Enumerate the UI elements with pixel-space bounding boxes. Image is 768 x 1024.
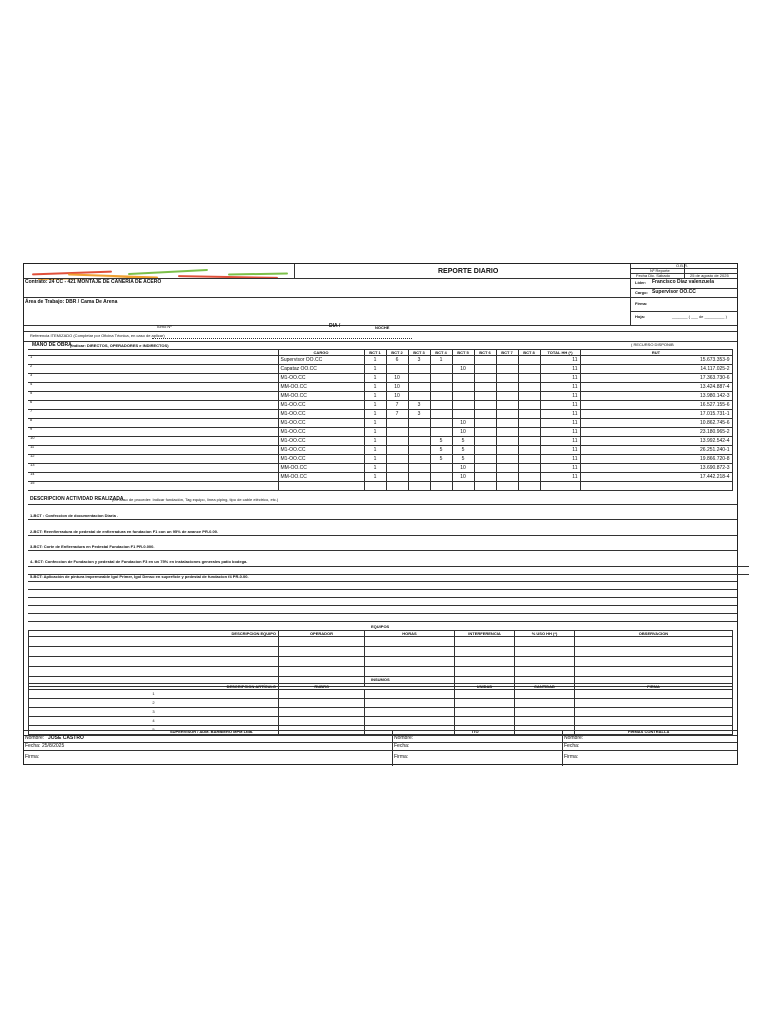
worker-role: MM-OO.CC: [278, 464, 364, 473]
bct8-hours: [518, 437, 540, 446]
worker-row-number: 9: [30, 426, 33, 431]
bct4-hours: 5: [430, 437, 452, 446]
bct8-hours: [518, 383, 540, 392]
worker-role: M1-OO.CC: [278, 410, 364, 419]
bct2-hours: [386, 464, 408, 473]
col-hours: HORAS: [365, 631, 455, 637]
supply-row-number: 5: [29, 726, 279, 735]
worker-row-number: 12: [30, 453, 35, 458]
worker-role: M1-OO.CC: [278, 419, 364, 428]
supplies-title: INSUMOS: [371, 677, 390, 682]
worker-row-number: 4: [30, 381, 33, 386]
bct6-hours: [474, 401, 496, 410]
bct5-hours: 10: [452, 473, 474, 482]
col-bct4: BCT 4: [430, 350, 452, 356]
worker-name: [28, 482, 278, 491]
bct1-hours: [364, 482, 386, 491]
col-equipment-desc: DESCRIPCION EQUIPO: [29, 631, 279, 637]
bct4-hours: [430, 428, 452, 437]
worker-name: [28, 401, 278, 410]
bct6-hours: [474, 365, 496, 374]
bct7-hours: [496, 464, 518, 473]
bct4-hours: 1: [430, 356, 452, 365]
worker-rut: 10.862.745-6: [580, 419, 732, 428]
supply-row: [29, 699, 733, 708]
bct6-hours: [474, 419, 496, 428]
equipment-row: [29, 647, 733, 657]
control-signature-label: Firma:: [564, 754, 579, 760]
worker-row-number: 11: [30, 444, 35, 449]
bct5-hours: [452, 383, 474, 392]
bct5-hours: [452, 482, 474, 491]
bct1-hours: 1: [364, 356, 386, 365]
activity-item-4: 4- BCT: Confeccion de Fundacion y pedestal de Fundacion F3 en un 75% en instalaciones generales patio bodega.: [30, 559, 248, 564]
bct6-hours: [474, 437, 496, 446]
leader-label: Líder:: [635, 280, 647, 285]
total-hh: 11: [540, 401, 580, 410]
worker-name: [28, 428, 278, 437]
bct2-hours: [386, 446, 408, 455]
total-hh: 11: [540, 473, 580, 482]
bct7-hours: [496, 383, 518, 392]
worker-rut: 17.363.730-6: [580, 374, 732, 383]
worker-role: M1-OO.CC: [278, 401, 364, 410]
supply-row-number: 3: [29, 708, 279, 717]
bct2-hours: 7: [386, 401, 408, 410]
worker-row-number: 6: [30, 399, 33, 404]
control-signatures-title: FIRMAS CONTRALLA: [628, 729, 670, 734]
report-number-label: Nº Reporte: [650, 268, 670, 273]
bct4-hours: [430, 419, 452, 428]
col-usage: % USO HH (*): [515, 631, 575, 637]
work-area-text: Área de Trabajo: DBR / Cama De Arena: [25, 299, 118, 305]
activity-title: DESCRIPCION ACTIVIDAD REALIZADA: [30, 496, 124, 502]
bct5-hours: [452, 401, 474, 410]
worker-role: MM-OO.CC: [278, 392, 364, 401]
bct2-hours: 7: [386, 410, 408, 419]
worker-role: M1-OO.CC: [278, 437, 364, 446]
bct4-hours: [430, 482, 452, 491]
bct6-hours: [474, 356, 496, 365]
worker-row: [28, 383, 732, 392]
bct8-hours: [518, 473, 540, 482]
bct2-hours: 6: [386, 356, 408, 365]
bct7-hours: [496, 374, 518, 383]
bct2-hours: [386, 428, 408, 437]
bct8-hours: [518, 410, 540, 419]
worker-row-number: 10: [30, 435, 35, 440]
bct1-hours: 1: [364, 455, 386, 464]
worker-rut: 23.180.965-2: [580, 428, 732, 437]
bct3-hours: [408, 383, 430, 392]
total-hh: [540, 482, 580, 491]
worker-name: [28, 392, 278, 401]
total-hh: 11: [540, 356, 580, 365]
bct7-hours: [496, 419, 518, 428]
bct5-hours: 10: [452, 464, 474, 473]
bct4-hours: 5: [430, 455, 452, 464]
worker-name: [28, 473, 278, 482]
col-signature: FIRMA: [575, 684, 733, 690]
bct4-hours: [430, 401, 452, 410]
bct7-hours: [496, 356, 518, 365]
ito-name-label: Nombre:: [394, 735, 414, 741]
worker-rut: 17.442.218-4: [580, 473, 732, 482]
activity-item-1: 1-BCT : Confeccion de documentacion Diaria .: [30, 513, 119, 518]
bct3-hours: [408, 392, 430, 401]
col-bct8: BCT 8: [518, 350, 540, 356]
worker-row: [28, 428, 732, 437]
bct7-hours: [496, 437, 518, 446]
bct4-hours: [430, 383, 452, 392]
available-resource-label: ( RECURSO DISPONIB: [631, 342, 674, 347]
labor-note: (Indicar: DIRECTOS, OPERADORES e INDIRECTOS): [70, 343, 169, 348]
ito-date-label: Fecha:: [394, 743, 410, 749]
col-rut: RUT: [580, 350, 732, 356]
supplies-table: [28, 683, 733, 735]
worker-rut: 26.251.240-1: [580, 446, 732, 455]
total-hh: 11: [540, 419, 580, 428]
workers-table: [28, 349, 733, 491]
supply-row: [29, 708, 733, 717]
worker-rut: 19.866.720-8: [580, 455, 732, 464]
bct2-hours: [386, 455, 408, 464]
shift-label: Turno Nº: [156, 324, 172, 329]
total-hh: 11: [540, 365, 580, 374]
bct1-hours: 1: [364, 446, 386, 455]
total-hh: 11: [540, 392, 580, 401]
worker-row-number: 14: [30, 471, 35, 476]
worker-rut: 15.673.353-9: [580, 356, 732, 365]
bct3-hours: [408, 374, 430, 383]
worker-name: [28, 383, 278, 392]
worker-row: [28, 482, 732, 491]
bct8-hours: [518, 374, 540, 383]
col-bct1: BCT 1: [364, 350, 386, 356]
worker-row: [28, 374, 732, 383]
worker-role: MM-OO.CC: [278, 473, 364, 482]
worker-row: [28, 455, 732, 464]
worker-row-number: 13: [30, 462, 35, 467]
col-bct3: BCT 3: [408, 350, 430, 356]
col-total-hh: TOTAL HH (*): [540, 350, 580, 356]
bct6-hours: [474, 410, 496, 419]
worker-row: [28, 356, 732, 365]
bct4-hours: [430, 365, 452, 374]
bct3-hours: [408, 437, 430, 446]
supervisor-date-label: Fecha:: [25, 743, 41, 749]
labor-title: MANO DE OBRA: [32, 342, 72, 348]
bct6-hours: [474, 482, 496, 491]
bct2-hours: [386, 473, 408, 482]
worker-row: [28, 473, 732, 482]
bct4-hours: [430, 473, 452, 482]
worker-role: M1-OO.CC: [278, 455, 364, 464]
supply-row-number: 4: [29, 717, 279, 726]
worker-rut: 13.424.887-4: [580, 383, 732, 392]
bct7-hours: [496, 410, 518, 419]
bct5-hours: 10: [452, 428, 474, 437]
bct1-hours: 1: [364, 365, 386, 374]
date-small-label: Fecha Dic. Sábado: [636, 273, 671, 278]
worker-row-number: 5: [30, 390, 33, 395]
bct5-hours: 5: [452, 446, 474, 455]
bct3-hours: [408, 419, 430, 428]
col-role: CARGO: [278, 350, 364, 356]
worker-role: M1-OO.CC: [278, 446, 364, 455]
col-bct6: BCT 6: [474, 350, 496, 356]
worker-rut: 13.690.872-3: [580, 464, 732, 473]
worker-row-number: 1: [30, 354, 33, 359]
supply-row: [29, 717, 733, 726]
bct5-hours: [452, 356, 474, 365]
bct7-hours: [496, 392, 518, 401]
bct4-hours: [430, 392, 452, 401]
bct7-hours: [496, 428, 518, 437]
bct8-hours: [518, 446, 540, 455]
obra-label: O.B.R.: [676, 263, 689, 268]
bct6-hours: [474, 374, 496, 383]
equipment-row: [29, 637, 733, 647]
ito-title: ITO: [472, 729, 479, 734]
bct3-hours: [408, 428, 430, 437]
col-article-desc: DESCRIPCION ARTÍCULO: [29, 684, 279, 690]
bct8-hours: [518, 464, 540, 473]
bct2-hours: 10: [386, 392, 408, 401]
bct3-hours: 3: [408, 356, 430, 365]
night-label: NOCHE: [375, 325, 390, 330]
bct3-hours: 3: [408, 410, 430, 419]
activity-item-2: 2-BCT: Reenfierradura de pedestal de enfierradura en fundacion F1 con un 95% de avance PR-0.00.: [30, 529, 219, 534]
supply-row: [29, 690, 733, 699]
bct1-hours: 1: [364, 437, 386, 446]
activity-note: (En caso de proceder: Indicar fundación, Tag equipo, línea piping, tipo de cable eléctrico, etc.): [112, 497, 279, 502]
worker-row: [28, 365, 732, 374]
col-bct2: BCT 2: [386, 350, 408, 356]
supervisor-name-label: Nombre:: [25, 735, 45, 741]
col-observation: OBSERVACION: [575, 631, 733, 637]
equipment-title: EQUIPOS: [371, 624, 390, 629]
bct6-hours: [474, 455, 496, 464]
worker-rut: 13.992.542-4: [580, 437, 732, 446]
worker-row-number: 3: [30, 372, 33, 377]
bct6-hours: [474, 446, 496, 455]
bct1-hours: 1: [364, 392, 386, 401]
worker-role: Capataz OO.CC: [278, 365, 364, 374]
worker-role: MM-OO.CC: [278, 383, 364, 392]
bct1-hours: 1: [364, 428, 386, 437]
worker-name: [28, 464, 278, 473]
col-unit: UNIDAD: [455, 684, 515, 690]
bct5-hours: 10: [452, 365, 474, 374]
bct7-hours: [496, 455, 518, 464]
worker-name: [28, 410, 278, 419]
bct5-hours: 10: [452, 419, 474, 428]
bct5-hours: [452, 410, 474, 419]
total-hh: 11: [540, 464, 580, 473]
bct7-hours: [496, 473, 518, 482]
worker-name: [28, 455, 278, 464]
total-hh: 11: [540, 383, 580, 392]
total-hh: 11: [540, 437, 580, 446]
bct6-hours: [474, 428, 496, 437]
ito-signature-label: Firma:: [394, 754, 409, 760]
bct1-hours: 1: [364, 473, 386, 482]
worker-role: M1-OO.CC: [278, 374, 364, 383]
worker-row: [28, 401, 732, 410]
bct5-hours: [452, 392, 474, 401]
bct7-hours: [496, 446, 518, 455]
role-label: Cargo:: [635, 290, 648, 295]
worker-row: [28, 419, 732, 428]
col-operator: OPERADOR: [279, 631, 365, 637]
bct1-hours: 1: [364, 410, 386, 419]
bct3-hours: [408, 365, 430, 374]
worker-row: [28, 446, 732, 455]
bct7-hours: [496, 365, 518, 374]
worker-name: [28, 365, 278, 374]
col-bct5: BCT 5: [452, 350, 474, 356]
supervisor-title: SUPERVISOR / ADM. BARBIERO MPM Ltda.: [170, 729, 254, 734]
bct2-hours: [386, 437, 408, 446]
worker-rut: [580, 482, 732, 491]
worker-name: [28, 419, 278, 428]
bct1-hours: 1: [364, 383, 386, 392]
bct8-hours: [518, 356, 540, 365]
bct4-hours: 5: [430, 446, 452, 455]
bct5-hours: 5: [452, 455, 474, 464]
col-quantity: CANTIDAD: [515, 684, 575, 690]
bct1-hours: 1: [364, 374, 386, 383]
worker-rut: 17.015.731-1: [580, 410, 732, 419]
bct5-hours: [452, 374, 474, 383]
supervisor-signature-label: Firma:: [25, 754, 40, 760]
bct8-hours: [518, 455, 540, 464]
bct1-hours: 1: [364, 419, 386, 428]
worker-role: [278, 482, 364, 491]
report-title: REPORTE DIARIO: [438, 268, 499, 275]
bct8-hours: [518, 419, 540, 428]
itemized-reference: Referencia ITEMIZADO (Completar por Oficina Técnica, en caso de aplicar): [30, 333, 165, 338]
leader-value: Francisco Díaz valenzuela: [652, 279, 714, 285]
total-hh: 11: [540, 428, 580, 437]
bct7-hours: [496, 482, 518, 491]
worker-rut: 13.980.142-3: [580, 392, 732, 401]
col-bct7: BCT 7: [496, 350, 518, 356]
supply-row-number: 2: [29, 699, 279, 708]
bct8-hours: [518, 392, 540, 401]
equipment-row: [29, 657, 733, 667]
worker-row: [28, 410, 732, 419]
supply-row-number: 1: [29, 690, 279, 699]
supervisor-date-value: 25/8/2025: [42, 743, 65, 749]
worker-row-number: 15: [30, 480, 35, 485]
bct6-hours: [474, 473, 496, 482]
bct2-hours: [386, 482, 408, 491]
total-hh: 11: [540, 455, 580, 464]
bct5-hours: 5: [452, 437, 474, 446]
bct3-hours: 3: [408, 401, 430, 410]
day-label: DIA /: [329, 323, 341, 329]
bct3-hours: [408, 482, 430, 491]
worker-name: [28, 374, 278, 383]
control-date-label: Fecha:: [564, 743, 580, 749]
bct4-hours: [430, 410, 452, 419]
bct3-hours: [408, 464, 430, 473]
bct8-hours: [518, 401, 540, 410]
worker-row-number: 2: [30, 363, 33, 368]
worker-row: [28, 437, 732, 446]
worker-name: [28, 356, 278, 365]
date-small-value: 25 de agosto de 2025: [690, 273, 729, 278]
bct1-hours: 1: [364, 464, 386, 473]
bct8-hours: [518, 428, 540, 437]
bct6-hours: [474, 464, 496, 473]
bct2-hours: 10: [386, 374, 408, 383]
daily-report-sheet: [23, 263, 738, 765]
role-value: Supervisor OO.CC: [652, 289, 696, 295]
bct2-hours: [386, 365, 408, 374]
bct2-hours: 10: [386, 383, 408, 392]
worker-role: M1-OO.CC: [278, 428, 364, 437]
col-interference: INTERFERENCIA: [455, 631, 515, 637]
activity-item-3: 3-BCT: Corte de Enfierradura en Pedestal Fundacion F1 PR-0.000.: [30, 544, 155, 549]
bct6-hours: [474, 383, 496, 392]
control-name-label: Nombre:: [564, 735, 584, 741]
total-hh: 11: [540, 374, 580, 383]
supervisor-name-value: JOSE CASTRO: [48, 735, 84, 741]
bct1-hours: 1: [364, 401, 386, 410]
sheet-label: Hoja:: [635, 314, 645, 319]
total-hh: 11: [540, 446, 580, 455]
bct3-hours: [408, 446, 430, 455]
bct6-hours: [474, 392, 496, 401]
worker-rut: 14.117.025-2: [580, 365, 732, 374]
worker-row-number: 7: [30, 408, 33, 413]
worker-rut: 16.527.155-6: [580, 401, 732, 410]
bct2-hours: [386, 419, 408, 428]
worker-name: [28, 446, 278, 455]
equipment-row: [29, 667, 733, 677]
bct8-hours: [518, 365, 540, 374]
worker-role: Supervisor OO.CC: [278, 356, 364, 365]
bct4-hours: [430, 464, 452, 473]
bct3-hours: [408, 473, 430, 482]
signature-label: Firma:: [635, 301, 648, 306]
total-hh: 11: [540, 410, 580, 419]
sheet-value: _______ ( ___ de _________ ): [672, 314, 727, 319]
activity-item-5: 5-BCT: Aplicación de pintura impermeable Igol Primer, Igol Denso en superficie y pedestal de fundacion f4 PR-0.00.: [30, 574, 249, 579]
worker-row-number: 8: [30, 417, 33, 422]
bct3-hours: [408, 455, 430, 464]
col-category: RUBRO: [279, 684, 365, 690]
worker-row: [28, 464, 732, 473]
bct7-hours: [496, 401, 518, 410]
worker-name: [28, 437, 278, 446]
contract-text: Contrato: 24 CC - 421 MONTAJE DE CANERIA DE ACERO: [25, 279, 162, 285]
bct8-hours: [518, 482, 540, 491]
worker-row: [28, 392, 732, 401]
bct4-hours: [430, 374, 452, 383]
